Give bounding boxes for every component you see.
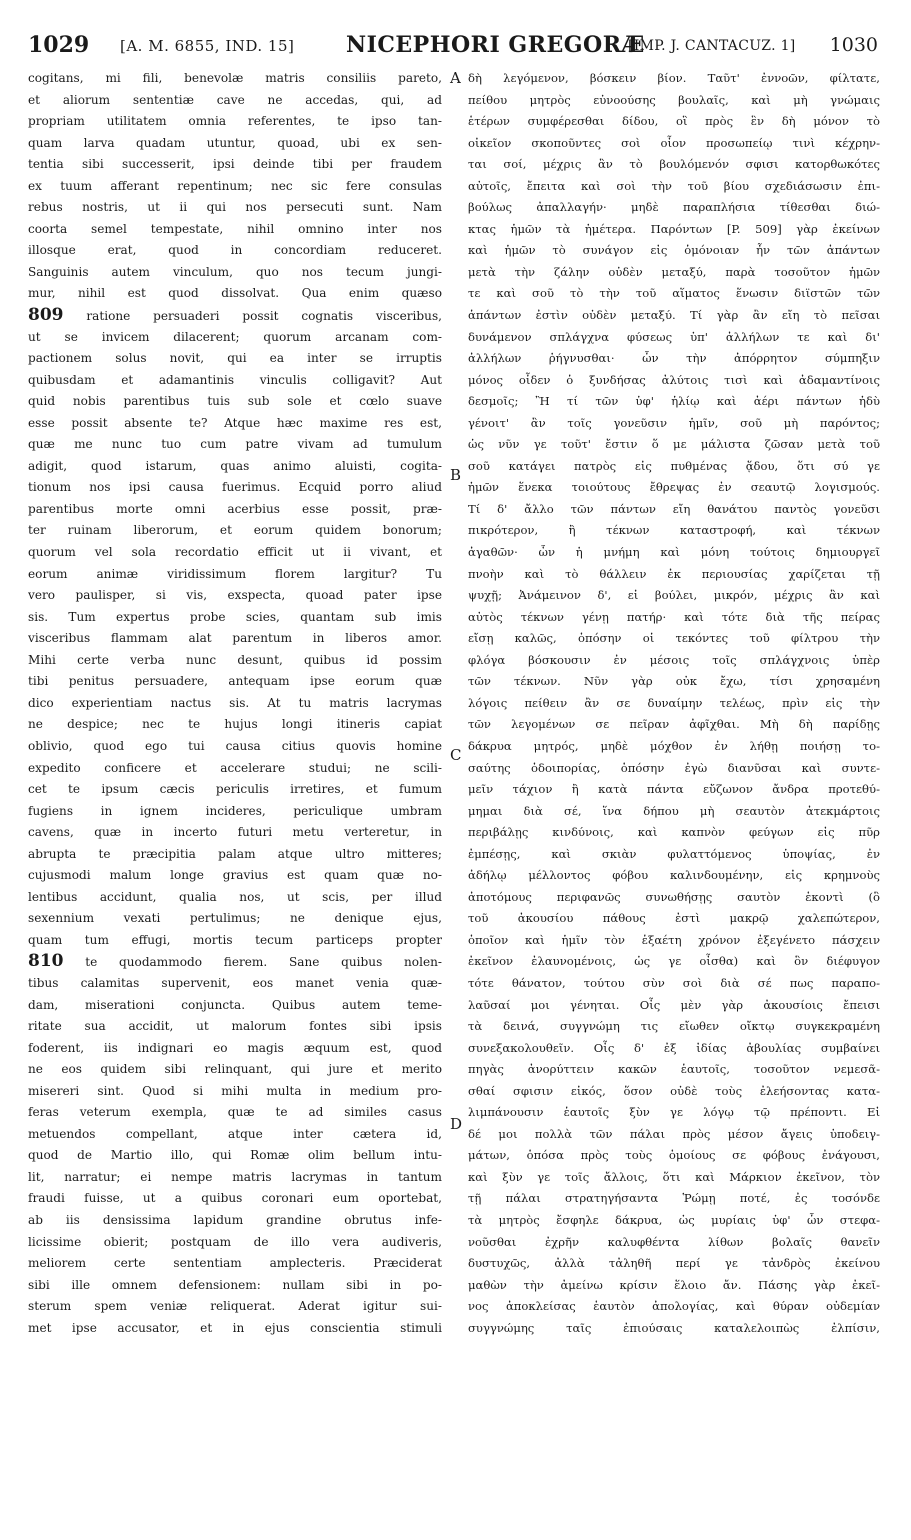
greek-line: μημαι διὰ σέ, ἵνα δήπου μὴ σεαυτὸν ἀτεκμάρτοις	[468, 803, 880, 818]
greek-line: δυστυχῶς, ἀλλὰ τἀληθῆ περί γε τἀνδρὸς ἐκείνου	[468, 1256, 880, 1271]
greek-line: οἰκεῖον σκοποῦντες σοὶ οἷον προσωπείῳ τινὶ κέχρην-	[468, 135, 880, 150]
greek-line: μετὰ τὴν ζάλην οὐδὲν μεταξύ, παρὰ τοσοῦτον ἡμῶν	[468, 264, 880, 279]
latin-line: adigit, quod istarum, quas animo aluisti, cogita-	[28, 458, 442, 473]
latin-line: cujusmodi malum longe gravius est quam quæ no-	[28, 868, 442, 883]
right-reign-note: [IMP. J. CANTACUZ. 1]	[628, 38, 796, 54]
latin-line: quorum vel sola recordatio efficit ut ii vivant, et	[28, 545, 442, 560]
greek-line: μάτων, ὁπόσα πρὸς τοὺς ὁμοίους σε φόβους ἐνάγουσι,	[468, 1148, 880, 1163]
greek-line: τῶν τέκνων. Νῦν γὰρ οὐκ ἔχω, τίσι χρησαμένη	[468, 674, 880, 689]
greek-line: δὴ λεγόμενον, βόσκειν βίον. Ταῦτ' ἐννοῶν, φίλτατε,	[468, 71, 880, 85]
latin-line: quod de Martio illo, qui Romæ olim bellum intu-	[28, 1148, 442, 1163]
latin-line: licissime obierit; postquam de illo vera audiveris,	[28, 1234, 442, 1249]
marginal-column-number: 810	[28, 951, 64, 972]
greek-line: σθαί σφισιν εἰκός, ὅσον οὐδὲ τοὺς ἐλεήσοντας κατα-	[468, 1083, 880, 1098]
latin-line: lentibus accidunt, qualia nos, ut scis, per illud	[28, 889, 442, 904]
greek-line: νος ἀποκλείσας ἑαυτὸν ἀπολογίας, καὶ θύραν οὐδεμίαν	[468, 1299, 880, 1314]
greek-line: ψυχῇ; Ἀνάμεινον δ', εἰ βούλει, μικρόν, μέχρις ἂν καὶ	[468, 588, 880, 603]
latin-line: quam tum effugi, mortis tecum particeps propter	[28, 932, 442, 947]
greek-line: σαύτης ὁδοιπορίας, ὁπόσην ἐγὼ διανῦσαι καὶ συντε-	[468, 760, 880, 775]
latin-line: cogitans, mi fili, benevolæ matris consiliis pareto,	[28, 71, 442, 85]
greek-line: φλόγα βόσκουσιν ἐν μέσοις τοῖς σπλάγχνοις ὑπὲρ	[468, 652, 880, 667]
greek-line: ὡς νῦν γε τοῦτ' ἔστιν ὅ με μάλιστα ζῶσαν μετὰ τοῦ	[468, 437, 880, 452]
greek-line: ται σοί, μέχρις ἂν τὸ βουλόμενόν σφισι κατορθωκότες	[468, 157, 880, 172]
greek-line: τὰ δεινά, συγγνώμη τις εἴωθεν οἴκτῳ συγκεκραμένη	[468, 1019, 880, 1034]
latin-line: ne despice; nec te hujus longi itineris capiat	[28, 717, 442, 732]
greek-line: ἑτέρων συμφέρεσθαι δίδου, οἳ πρὸς ἓν δὴ μόνον τὸ	[468, 114, 880, 129]
greek-line: ὁποῖον καὶ ἡμῖν τὸν ἑξαέτη χρόνον ἐξεγένετο πάσχειν	[468, 932, 880, 947]
greek-line: δεσμοῖς; Ἢ τί τῶν ὑφ' ἡλίῳ καὶ ἀέρι πάντων ἡδὺ	[468, 394, 880, 409]
greek-line: ἀλλήλων ῥήγνυσθαι· ὧν τὴν ἀπόρρητον σύμπηξιν	[468, 351, 880, 366]
margin-mark-d: D	[450, 1115, 463, 1133]
latin-line: ne eos quidem sibi relinquant, qui jure et merito	[28, 1062, 442, 1077]
latin-line: tionum nos ipsi causa fuerimus. Ecquid porro aliud	[28, 480, 442, 495]
latin-line: met ipse accusator, et in ejus conscientia stimuli	[28, 1320, 442, 1335]
latin-line: pactionem solus novit, qui ea inter se irruptis	[28, 351, 442, 366]
greek-line: ἀδήλῳ μέλλοντος φόβου καλινδουμένην, εἰς κρημνοὺς	[468, 868, 880, 883]
marginal-column-number: 809	[28, 305, 64, 326]
latin-line: cavens, quæ in incerto futuri metu verteretur, in	[28, 825, 442, 840]
latin-line: vero paulisper, si vis, exspecta, quoad pater ipse	[28, 588, 442, 603]
latin-line: cet te ipsum cæcis periculis irretires, et fumum	[28, 782, 442, 797]
greek-line: ἀγαθῶν· ὧν ἡ μνήμη καὶ μόνη τούτοις δημιουργεῖ	[468, 545, 880, 560]
running-title: NICEPHORI GREGORÆ	[346, 32, 645, 58]
greek-line: τῇ πάλαι στρατηγήσαντα Ῥώμῃ ποτέ, ἐς τοσόνδε	[468, 1191, 880, 1206]
greek-line: πηγὰς ἀνορύττειν κακῶν ἑαυτοῖς, τοσοῦτον νεμεσᾶ-	[468, 1062, 880, 1077]
greek-line: πνοὴν καὶ τὸ θάλλειν ἐκ περιουσίας χαρίζεται τῇ	[468, 566, 880, 581]
left-page-number: 1029	[28, 32, 90, 58]
greek-line: τότε θάνατον, τούτου σὺν σοὶ διὰ σέ πως παραπο-	[468, 975, 880, 990]
greek-line: γένοιτ' ἂν τοῖς γονεῦσιν ἡμῖν, σοῦ μὴ παρόντος;	[468, 415, 880, 430]
latin-line: tibus calamitas supervenit, eos manet venia quæ-	[28, 975, 442, 990]
greek-line: ἐμπέσῃς, καὶ σκιὰν φυλαττόμενος ὑποψίας, ἐν	[468, 846, 880, 861]
greek-line: ἡμῶν ἕνεκα τοιούτους ἔθρεψας ἐν σεαυτῷ λογισμούς.	[468, 480, 880, 495]
latin-line: quæ me nunc tuo cum patre vivam ad tumulum	[28, 437, 442, 452]
greek-line: μαθὼν τὴν ἀμείνω κρίσιν ἕλοιο ἄν. Πάσης γὰρ ἐκεῖ-	[468, 1277, 880, 1292]
latin-line: dam, miserationi conjuncta. Quibus autem teme-	[28, 997, 442, 1012]
latin-line: Mihi certe verba nunc desunt, quibus id possim	[28, 652, 442, 667]
margin-mark-b: B	[450, 466, 462, 484]
latin-line: quibusdam et adamantinis vinculis colligavit? Aut	[28, 372, 442, 387]
greek-line: τοῦ ἀκουσίου πάθους ἐστὶ μακρῷ χαλεπώτερον,	[468, 911, 880, 926]
greek-line: δέ μοι πολλὰ τῶν πάλαι πρὸς μέσον ἄγεις ὑποδειγ-	[468, 1126, 880, 1141]
latin-line: ab iis densissima lapidum grandine obrutus infe-	[28, 1212, 442, 1227]
greek-line: κτας ἡμῶν τὰ ἡμέτερα. Παρόντων [P. 509] γὰρ ἐκείνων	[468, 221, 880, 236]
latin-line: sexennium vexati pertulimus; ne denique ejus,	[28, 911, 442, 926]
latin-line: coorta semel tempestate, nihil omnino inter nos	[28, 221, 442, 236]
latin-line: 809 ratione persuaderi possit cognatis visceribus,	[28, 305, 442, 326]
greek-line: τῶν λεγομένων σε πεῖραν ἀφῖχθαι. Μὴ δὴ παρίδῃς	[468, 717, 880, 732]
latin-line: expedito conficere et accelerare studui; ne scili-	[28, 760, 442, 775]
latin-line: propriam utilitatem omnia referentes, te ipso tan-	[28, 114, 442, 129]
greek-line: πείθου μητρὸς εὐνοούσης βουλαῖς, καὶ μὴ γνώμαις	[468, 92, 880, 107]
greek-line: μεῖν τάχιον ἢ κατὰ πάντα εὔζωνον ἄνδρα προτεθύ-	[468, 782, 880, 797]
latin-line: meliorem certe sententiam amplecteris. Præciderat	[28, 1256, 442, 1271]
latin-line: illosque erat, quod in concordiam reduceret.	[28, 243, 442, 258]
running-header	[28, 32, 878, 62]
greek-line: δάκρυα μητρός, μηδὲ μόχθον ἐν λήθῃ ποιήσῃ το-	[468, 738, 880, 753]
greek-line: νοῦσθαι ἐχρῆν καλυφθέντα λίθων βολαῖς θανεῖν	[468, 1234, 880, 1249]
greek-line: λόγοις πείθειν ἂν σε δυναίμην τελέως, πρὶν εἰς τὴν	[468, 695, 880, 710]
margin-mark-c: C	[450, 746, 462, 764]
latin-line: quam larva quadam utuntur, quoad, ubi ex sen-	[28, 135, 442, 150]
greek-line: εἴσῃ καλῶς, ὁπόσην οἱ τεκόντες τοῦ φίλτρου τὴν	[468, 631, 880, 646]
greek-line: συγγνώμης ταῖς ἐπιούσαις καταλελοιπὼς ἐλπίσιν,	[468, 1320, 880, 1335]
latin-line: lit, narratur; ei nempe matris lacrymas in tantum	[28, 1169, 442, 1184]
latin-line: fraudi fuisse, ut a quibus coronari eum oportebat,	[28, 1191, 442, 1206]
greek-line: δυνάμενον σπλάγχνα φύσεως ὑπ' ἀλλήλων τε καὶ δι'	[468, 329, 880, 344]
right-page-number: 1030	[829, 34, 878, 56]
latin-line: eorum animæ viridissimum florem largitur? Tu	[28, 566, 442, 581]
greek-line: ἁπάντων ἐστὶν οὐδὲν μεταξύ. Τί γὰρ ἂν εἴη τὸ πεῖσαι	[468, 308, 880, 323]
latin-line: rebus nostris, ut ii qui nos persecuti sunt. Nam	[28, 200, 442, 215]
greek-line: συνεξακολουθεῖν. Οἷς δ' ἐξ ἰδίας ἀβουλίας συμβαίνει	[468, 1040, 880, 1055]
margin-mark-a: A	[450, 69, 461, 87]
greek-line: τε καὶ σοῦ τὸ τὴν τοῦ αἵματος ἕνωσιν διϊστῶν τῶν	[468, 286, 880, 301]
latin-line: ut se invicem dilacerent; quorum arcanam com-	[28, 329, 442, 344]
greek-line: καὶ ἡμῶν τὸ συνάγον εἰς ὁμόνοιαν ἦν τῶν ἁπάντων	[468, 243, 880, 258]
latin-line: sis. Tum expertus probe scies, quantam sub imis	[28, 609, 442, 624]
latin-line: mur, nihil est quod dissolvat. Qua enim quæso	[28, 286, 442, 301]
greek-line: πικρότερον, ἢ τέκνων καταστροφή, καὶ τέκνων	[468, 523, 880, 538]
latin-line: oblivio, quod ego tui causa citius quovis homine	[28, 738, 442, 753]
greek-line: βούλως ἀπαλλαγήν· μηδὲ παραπλήσια τίθεσθαι διώ-	[468, 200, 880, 215]
latin-line: abrupta te præcipitia palam atque ultro mitteres;	[28, 846, 442, 861]
latin-line: fugiens in ignem incideres, periculique umbram	[28, 803, 442, 818]
greek-line: λαῦσαί μοι γένηται. Οἷς μὲν γὰρ ἀκουσίοις ἔπεισι	[468, 997, 880, 1012]
greek-line: τὰ μητρὸς ἔσφηλε δάκρυα, ὡς μυρίαις ὑφ' ὧν στεφα-	[468, 1212, 880, 1227]
greek-column	[468, 68, 880, 1339]
latin-line: tentia sibi successerit, ipsi deinde tibi per fraudem	[28, 157, 442, 172]
latin-line: misereri sint. Quod si mihi multa in medium pro-	[28, 1083, 442, 1098]
latin-line: sterum spem veniæ reliquerat. Aderat igitur sui-	[28, 1299, 442, 1314]
greek-line: λιμπάνουσιν ἑαυτοῖς ξὺν γε λόγῳ τῷ πρέποντι. Εἰ	[468, 1105, 880, 1120]
greek-line: σοῦ κατάγει πατρὸς εἰς πυθμένας ᾅδου, ὅτι σύ γε	[468, 458, 880, 473]
latin-line: ex tuum afferant repentinum; nec sic fere consulas	[28, 178, 442, 193]
latin-line: feras veterum exempla, quæ te ad similes casus	[28, 1105, 442, 1120]
latin-line: metuendos compellant, atque inter cætera id,	[28, 1126, 442, 1141]
latin-line: quid nobis parentibus tuis sub sole et cœlo suave	[28, 394, 442, 409]
left-date-note: [A. M. 6855, IND. 15]	[120, 37, 295, 55]
latin-line: Sanguinis autem vinculum, quo nos tecum jungi-	[28, 264, 442, 279]
latin-line: 810 te quodammodo fierem. Sane quibus nolen-	[28, 951, 442, 972]
latin-line: tibi penitus persuadere, antequam ipse eorum quæ	[28, 674, 442, 689]
greek-line: περιβάλῃς κινδύνοις, καὶ καπνὸν φεύγων εἰς πῦρ	[468, 825, 880, 840]
latin-column	[28, 68, 442, 1339]
greek-line: αὐτὸς τέκνων γένῃ πατήρ· καὶ τότε διὰ τῆς πείρας	[468, 609, 880, 624]
greek-line: ἐκεῖνον ἐλαυνομένοις, ὡς γε οἶσθα) καὶ ὃν διέφυγον	[468, 954, 880, 969]
latin-line: visceribus flammam alat parentum in liberos amor.	[28, 631, 442, 646]
latin-line: et aliorum sententiæ cave ne accedas, qui, ad	[28, 92, 442, 107]
latin-line: sibi ille omnem defensionem: nullam sibi in po-	[28, 1277, 442, 1292]
latin-line: parentibus morte omni acerbius esse possit, præ-	[28, 501, 442, 516]
greek-line: ἀποτόμους περιφανῶς συνωθήσῃς σαυτὸν ἑκοντὶ (ὃ	[468, 889, 880, 904]
latin-line: dico experientiam nactus sis. At tu matris lacrymas	[28, 695, 442, 710]
greek-line: αὐτοῖς, ἔπειτα καὶ σοὶ τὴν τοῦ βίου σχεδιάσωσιν ἐπι-	[468, 178, 880, 193]
greek-line: μόνος οἶδεν ὁ ξυνδήσας ἀλύτοις τισὶ καὶ ἀδαμαντίνοις	[468, 372, 880, 387]
latin-line: ter ruinam liberorum, et eorum quidem bonorum;	[28, 523, 442, 538]
latin-line: foderent, iis indignari eo magis æquum est, quod	[28, 1040, 442, 1055]
greek-line: Τί δ' ἄλλο τῶν πάντων εἴη θανάτου παντὸς γονεῦσι	[468, 501, 880, 516]
greek-line: καὶ ξὺν γε τοῖς ἄλλοις, ὅτι καὶ Μάρκιον ἐκεῖνον, τὸν	[468, 1169, 880, 1184]
latin-line: ritate sua accidit, ut malorum fontes sibi ipsis	[28, 1019, 442, 1034]
latin-line: esse possit absente te? Atque hæc maxime res est,	[28, 415, 442, 430]
